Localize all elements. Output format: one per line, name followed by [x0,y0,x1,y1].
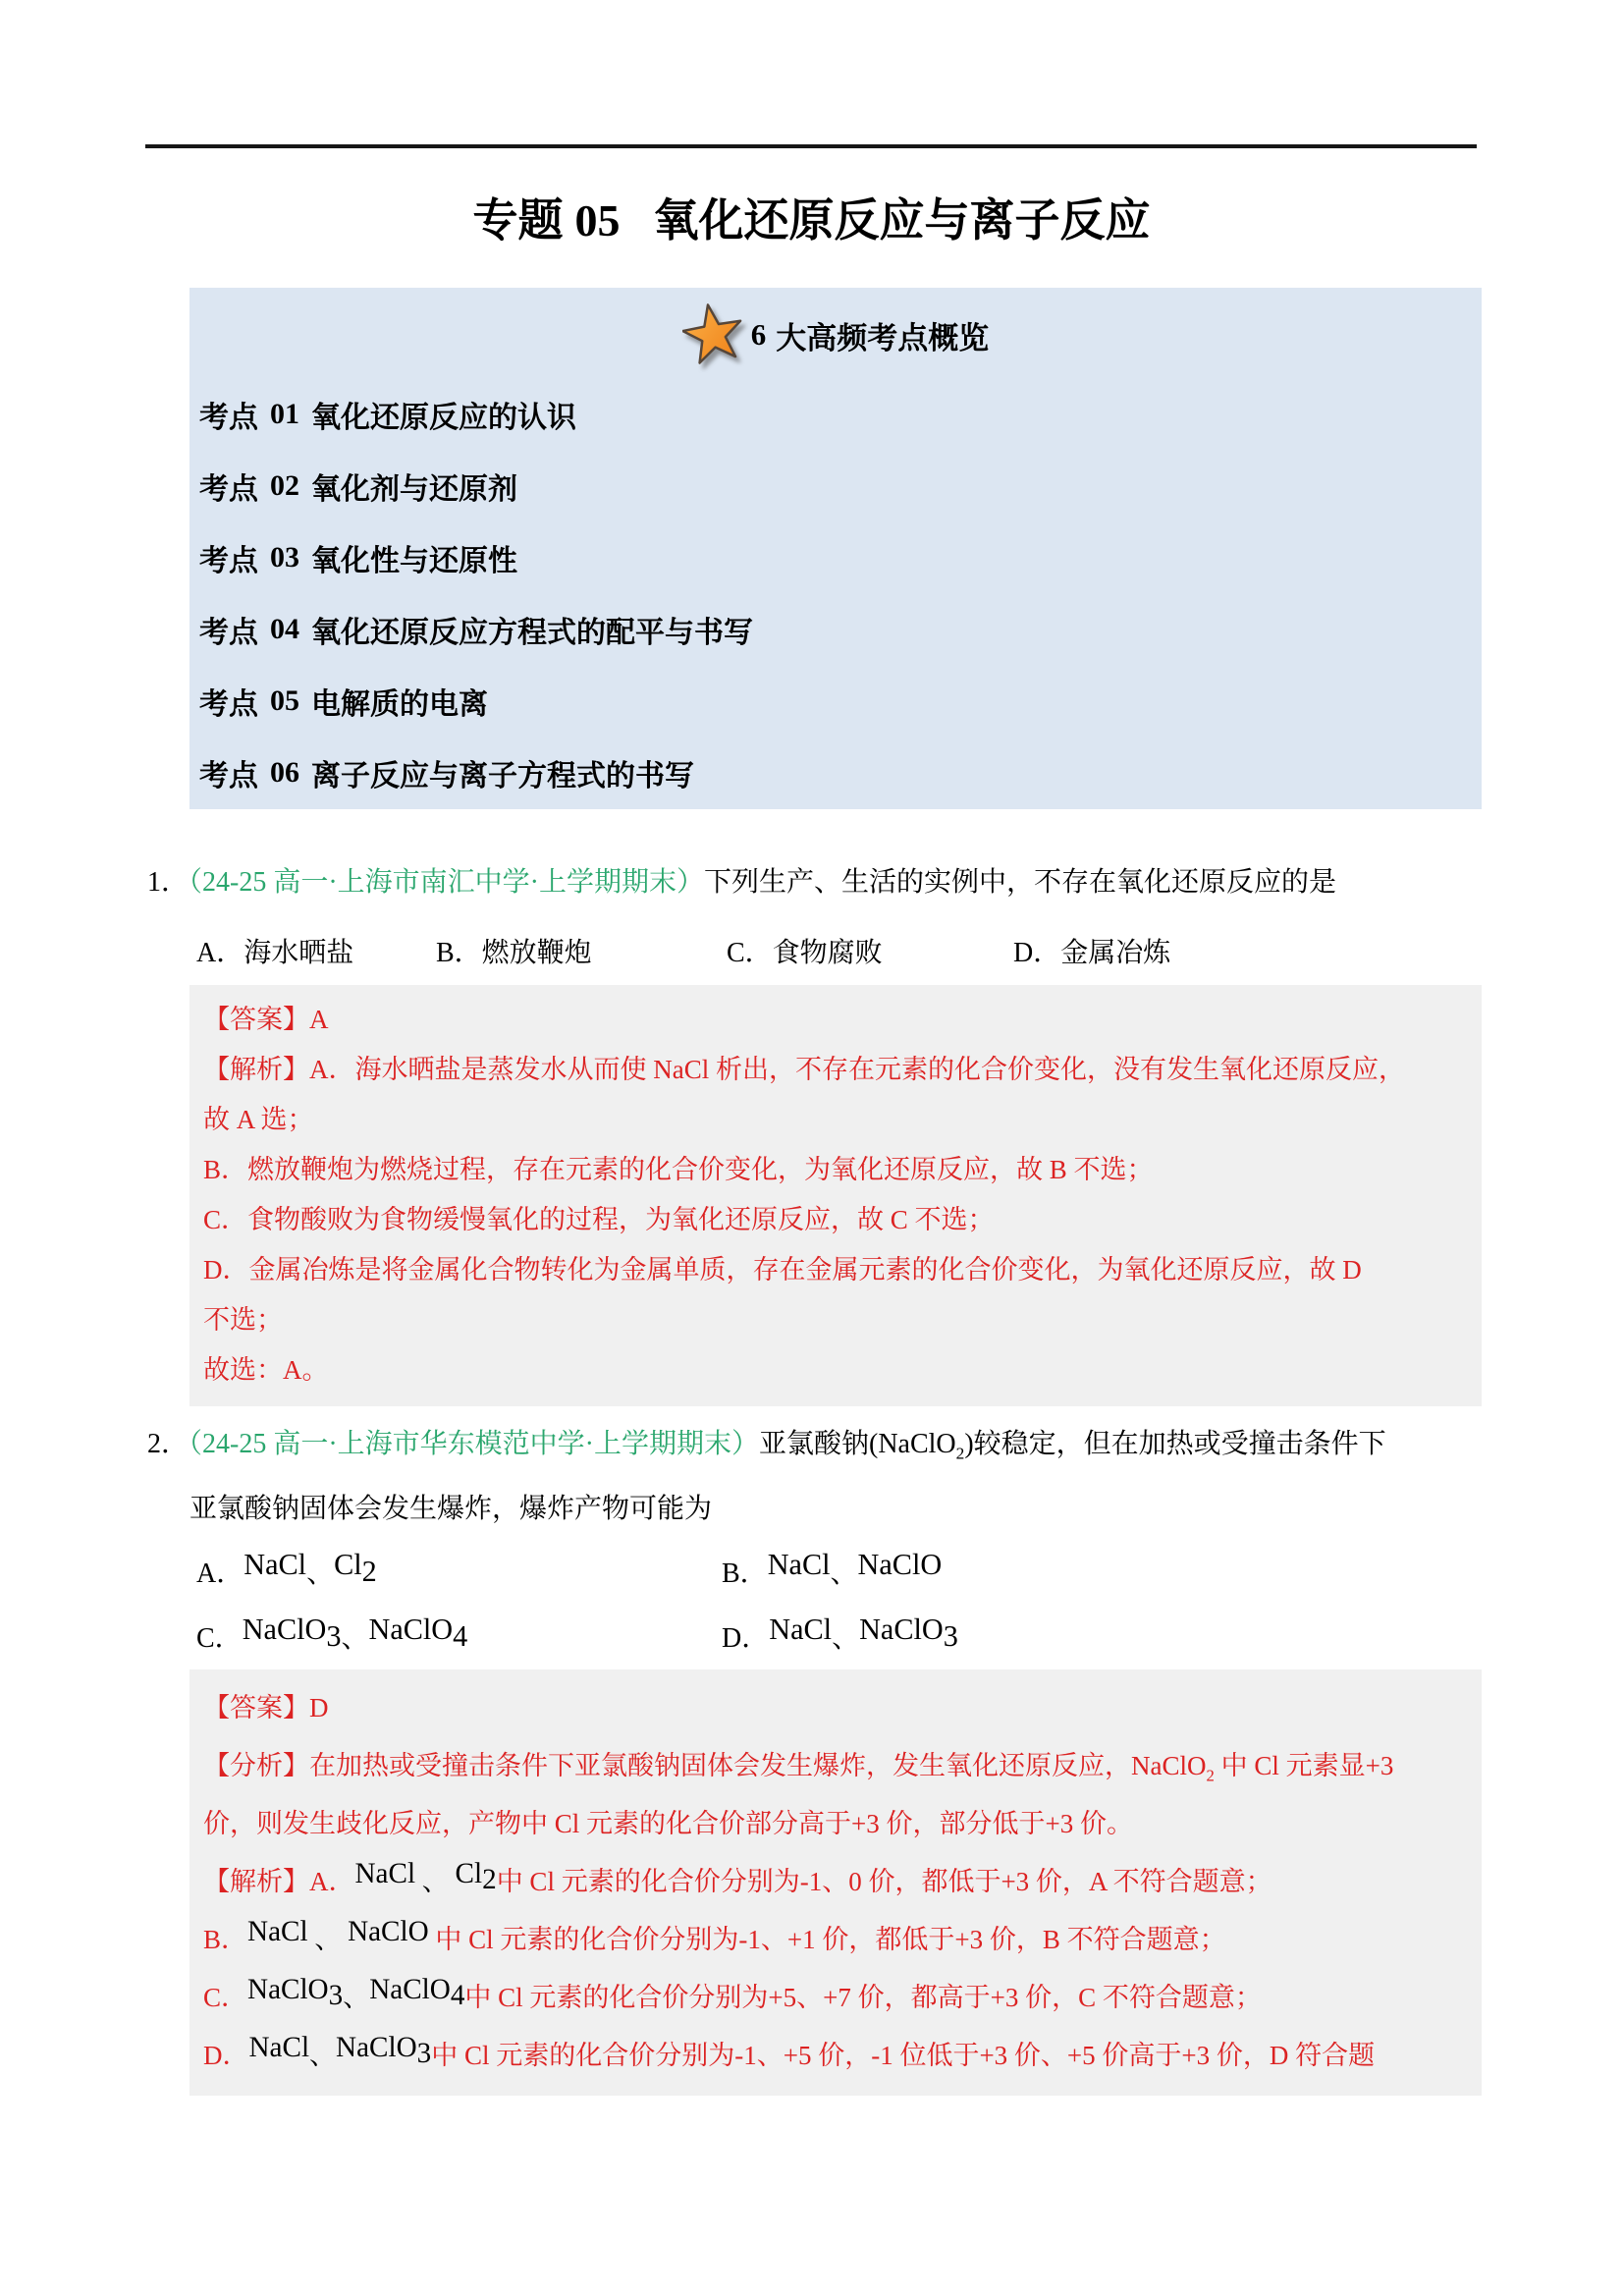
q2-answer-line: 【分析】在加热或受撞击条件下亚氯酸钠固体会发生爆炸，发生氧化还原反应，NaClO$_2$ 中 Cl 元素显+3 [203,1751,1394,1785]
overview-item-3 [189,521,1482,593]
q1-answer-line: D．金属冶炼是将金属化合物转化为金属单质，存在金属元素的化合价变化，为氧化还原反应，故 D [203,1255,1362,1285]
overview-header [189,288,1482,378]
overview-item-num: 04 [270,612,299,645]
overview-item-5 [189,665,1482,737]
q1-answer-line: B．燃放鞭炮为燃烧过程，存在元素的化合价变化，为氧化还原反应，故 B 不选； [203,1155,1154,1184]
overview-item-num: 02 [270,468,299,502]
overview-item-prefix: 考点 [199,759,258,793]
q2-option-a: A．NaCl、$Cl_2$ [196,1548,377,1589]
question-2-options-row-2 [0,1613,1623,1658]
q1-answer-line: 故选：A。 [203,1355,329,1385]
overview-item-prefix: 考点 [199,616,258,649]
q1-answer-line: 故 A 选； [203,1105,314,1134]
overview-item-prefix: 考点 [199,401,258,434]
star-icon [682,301,743,364]
overview-item-prefix: 考点 [199,544,258,577]
q1-option-d: D．金属冶炼 [1013,938,1171,968]
q2-answer-line: B．NaCl 、 NaClO 中 Cl 元素的化合价分别为-1、+1 价，都低于+3 价，B 不符合题意； [203,1916,1226,1954]
overview-box [189,288,1482,809]
q2-option-b: B．NaCl、NaClO [722,1548,943,1589]
overview-item-6 [189,737,1482,808]
overview-item-4 [189,593,1482,665]
q2-option-c: C．NaClO$_3$、NaClO$_4$ [196,1613,468,1654]
overview-item-label: 离子反应与离子方程式的书写 [311,759,694,793]
overview-item-1 [189,378,1482,450]
overview-item-prefix: 考点 [199,687,258,721]
q2-answer-line: D．NaCl、NaClO$_3$中 Cl 元素的化合价分别为-1、+5 价，-1 位低于+3 价、+5 价高于+3 价，D 符合题 [203,2032,1376,2070]
overview-heading: 大高频考点概览 [776,320,990,355]
q1-option-b: B．燃放鞭炮 [436,938,592,968]
q1-answer-line: 不选； [203,1305,283,1335]
q1-option-a: A．海水晒盐 [196,938,354,968]
overview-item-num: 05 [270,683,299,717]
overview-item-2 [189,450,1482,521]
q1-option-c: C．食物腐败 [727,938,883,968]
overview-item-num: 01 [270,397,299,430]
question-2-stem-line-2: 亚氯酸钠固体会发生爆炸，爆炸产物可能为 [189,1494,713,1524]
overview-item-num: 03 [270,540,299,574]
page-title [0,185,1623,249]
title-number: 05 [574,195,621,246]
title-prefix: 专题 [472,194,564,246]
q2-answer-line: C．NaClO$_3$、NaClO$_4$中 Cl 元素的化合价分别为+5、+7 价，都高于+3 价，C 不符合题意； [203,1974,1262,2012]
overview-item-label: 氧化性与还原性 [311,544,517,577]
header-divider [145,144,1477,148]
overview-item-num: 06 [270,755,299,789]
overview-item-prefix: 考点 [199,472,258,506]
answer-box-2 [189,1669,1482,2096]
overview-item-label: 氧化还原反应方程式的配平与书写 [311,616,753,649]
question-1-stem: 1．（24-25 高一·上海市南汇中学·上学期期末）下列生产、生活的实例中，不存在氧化还原反应的是 [147,867,1337,898]
overview-item-label: 氧化剂与还原剂 [311,472,517,506]
overview-item-label: 氧化还原反应的认识 [311,401,576,434]
answer-box-1 [189,985,1482,1406]
q1-answer-line: C．食物酸败为食物缓慢氧化的过程，为氧化还原反应，故 C 不选； [203,1205,995,1234]
question-1-options [0,931,1623,972]
q2-answer-line: 【答案】D [203,1693,329,1722]
overview-item-label: 电解质的电离 [311,687,488,721]
q2-option-d: D．NaCl、NaClO$_3$ [722,1613,958,1654]
overview-heading-count: 6 [750,317,767,352]
q2-answer-line: 【解析】A．NaCl 、 $Cl_2$中 Cl 元素的化合价分别为-1、0 价，都低于+3 价，A 不符合题意； [203,1858,1272,1896]
q2-answer-line: 价，则发生歧化反应，产物中 Cl 元素的化合价部分高于+3 价，部分低于+3 价。 [203,1809,1133,1838]
title-main: 氧化还原反应与离子反应 [653,194,1151,246]
q1-answer-line: 【答案】A [203,1005,329,1034]
question-2-stem-line-1: 2．（24-25 高一·上海市华东模范中学·上学期期末）亚氯酸钠(NaClO$_2$)较稳定，但在加热或受撞击条件下 [147,1429,1386,1463]
question-2-options-row-1 [0,1548,1623,1593]
q1-answer-line: 【解析】A．海水晒盐是蒸发水从而使 NaCl 析出，不存在元素的化合价变化，没有发生氧化还原反应， [203,1055,1405,1084]
